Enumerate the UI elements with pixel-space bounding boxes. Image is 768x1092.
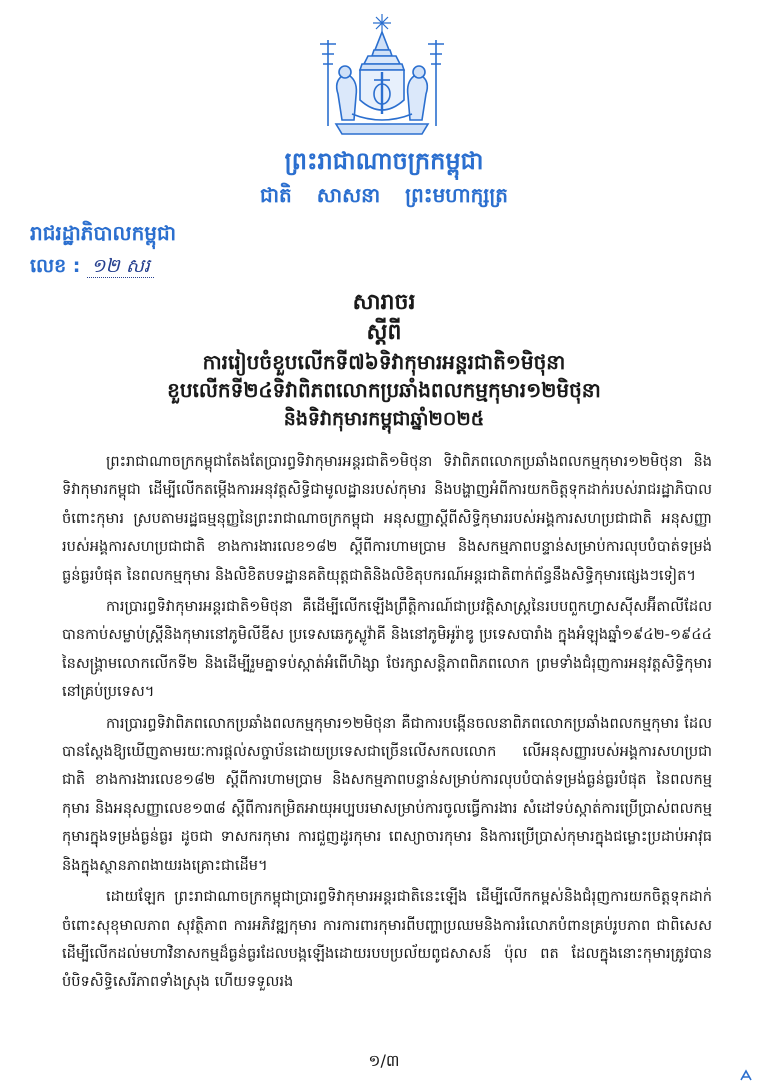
paragraph: ដោយឡែក ព្រះរាជាណាចក្រកម្ពុជាប្រារព្ធទិវាកុមារអន្តរជាតិនេះឡើង ដើម្បីលើកកម្ពស់និងជំរុញការយកចិត្តទុកដាក់ចំពោះសុខុមាលភាព សុវត្ថិភាព ការអភិវឌ្ឍកុមារ ការការពារកុមារពីបញ្ហាប្រឈមនិងការរំលោភបំពានគ្រប់រូបភាព ជាពិសេសដើម្បីលើកដល់មហាវិនាសកម្មដ៏ធ្ងន់ធ្ងរដែលបង្កឡើងដោយរបបប្រល័យពូជសាសន៍ ប៉ុល ពត ដែលក្នុងនោះកុមារត្រូវបានបំបិទសិទ្ធិសេរីភាពទាំងស្រុង ហើយទទួលរង [62,888,712,991]
paragraph: ការប្រារព្ធទិវាពិភពលោកប្រឆាំងពលកម្មកុមារ១២មិថុនា គឺជាការបង្កើនចលនាពិភពលោកប្រឆាំងពលកម្មកុមារ ដែលបានស្តែងឱ្យឃើញតាមរយៈការផ្តល់សច្ចាប័នដោយប្រទេសជាច្រើនលើសកលលោក លើអនុសញ្ញារបស់អង្គការសហប្រជាជាតិ ខាងការងារលេខ១៨២ ស្តីពីការហាមប្រាម និងសកម្មភាពបន្ទាន់សម្រាប់ការលុបបំបាត់ទម្រង់ធ្ងន់ធ្ងរបំផុត នៃពលកម្មកុមារ និងអនុសញ្ញាលេខ១៣៨ ស្តីពីការកម្រិតអាយុអប្បបរមាសម្រាប់ការចូលធ្វើការងារ សំដៅទប់ស្កាត់ការប្រើប្រាស់ពលកម្មកុមារក្នុងទម្រង់ធ្ងន់ធ្ងរ ដូចជា ទាសករកុមារ ការជួញដូរកុមារ ពេស្យាចារកុមារ និងការប្រើប្រាស់កុមារក្នុងជម្លោះប្រដាប់អាវុធ និងក្នុងស្ថានភាពងាយរងគ្រោះជាដើម។ [62,714,712,874]
document-title [0,288,768,434]
title-subject-1: ការរៀបចំខួបលើកទី៧៦ទិវាកុមារអន្តរជាតិ១មិថុនា [202,350,566,374]
kingdom-name: ព្រះរាជាណាចក្រកម្ពុជា [284,147,484,175]
motto-religion: សាសនា [316,183,381,207]
national-motto [0,182,768,212]
title-subject-2: ខួបលើកទី២៤ទិវាពិភពលោកប្រឆាំងពលកម្មកុមារ១២មិថុនា [167,378,601,402]
motto-king: ព្រះមហាក្សត្រ [405,183,508,207]
scanner-mark-icon [738,1068,754,1084]
paragraph: ការប្រារព្ធទិវាកុមារអន្តរជាតិ១មិថុនា គឺដើម្បីលើកឡើងព្រឹត្តិការណ៍ជាប្រវត្តិសាស្ត្រនៃរបបពួកហ្វាសស៊ីសអ៊ីតាលីដែលបានកាប់សម្លាប់ស្ត្រីនិងកុមារនៅភូមិលីឌីស ប្រទេសឆេកូស្លូវ៉ាគី និងនៅភូមិអូរ៉ាឌូ ប្រទេសបារាំង ក្នុងអំឡុងឆ្នាំ១៩៤២-១៩៤៤ នៃសង្គ្រាមលោកលើកទី២ និងដើម្បីរួមគ្នាទប់ស្កាត់អំពើហិង្សា ថែរក្សាសន្តិភាពពិភពលោក ព្រមទាំងជំរុញការអនុវត្តសិទ្ធិកុមារនៅគ្រប់ប្រទេស។ [62,598,712,701]
number-value: ១២ សរ [87,255,154,278]
issuing-authority: រាជរដ្ឋាភិបាលកម្ពុជា [30,221,176,245]
paragraph: ព្រះរាជាណាចក្រកម្ពុជាតែងតែប្រារព្ធទិវាកុមារអន្តរជាតិ១មិថុនា ទិវាពិភពលោកប្រឆាំងពលកម្មកុមារ១២មិថុនា និងទិវាកុមារកម្ពុជា ដើម្បីលើកតម្កើងការអនុវត្តសិទ្ធិជាមូលដ្ឋានរបស់កុមារ និងបង្ហាញអំពីការយកចិត្តទុកដាក់របស់រាជរដ្ឋាភិបាលចំពោះកុមារ ស្របតាមរដ្ឋធម្មនុញ្ញនៃព្រះរាជាណាចក្រកម្ពុជា អនុសញ្ញាស្តីពីសិទ្ធិកុមាររបស់អង្គការសហប្រជាជាតិ អនុសញ្ញារបស់អង្គការសហប្រជាជាតិ ខាងការងារលេខ១៨២ ស្តីពីការហាមប្រាម និងសកម្មភាពបន្ទាន់សម្រាប់ការលុបបំបាត់ទម្រង់ធ្ងន់ធ្ងរបំផុត នៃពលកម្មកុមារ និងលិខិតបទដ្ឋានគតិយុត្តជាតិនិងលិខិតុបករណ៍អន្តរជាតិពាក់ព័ន្ធនឹងសិទ្ធិកុមារផ្សេងៗទៀត។ [62,453,712,584]
number-label: លេខ : [30,255,81,277]
royal-coat-of-arms-icon [312,10,452,142]
motto-nation: ជាតិ [259,183,292,207]
title-subject-3: និងទិវាកុមារកម្ពុជាឆ្នាំ២០២៥ [283,408,485,430]
document-body [62,448,712,997]
document-number [30,254,154,282]
page-number: ១/៣ [368,1051,400,1070]
title-regarding: ស្តីពី [366,320,402,345]
title-circular: សារាចរ [352,290,416,315]
